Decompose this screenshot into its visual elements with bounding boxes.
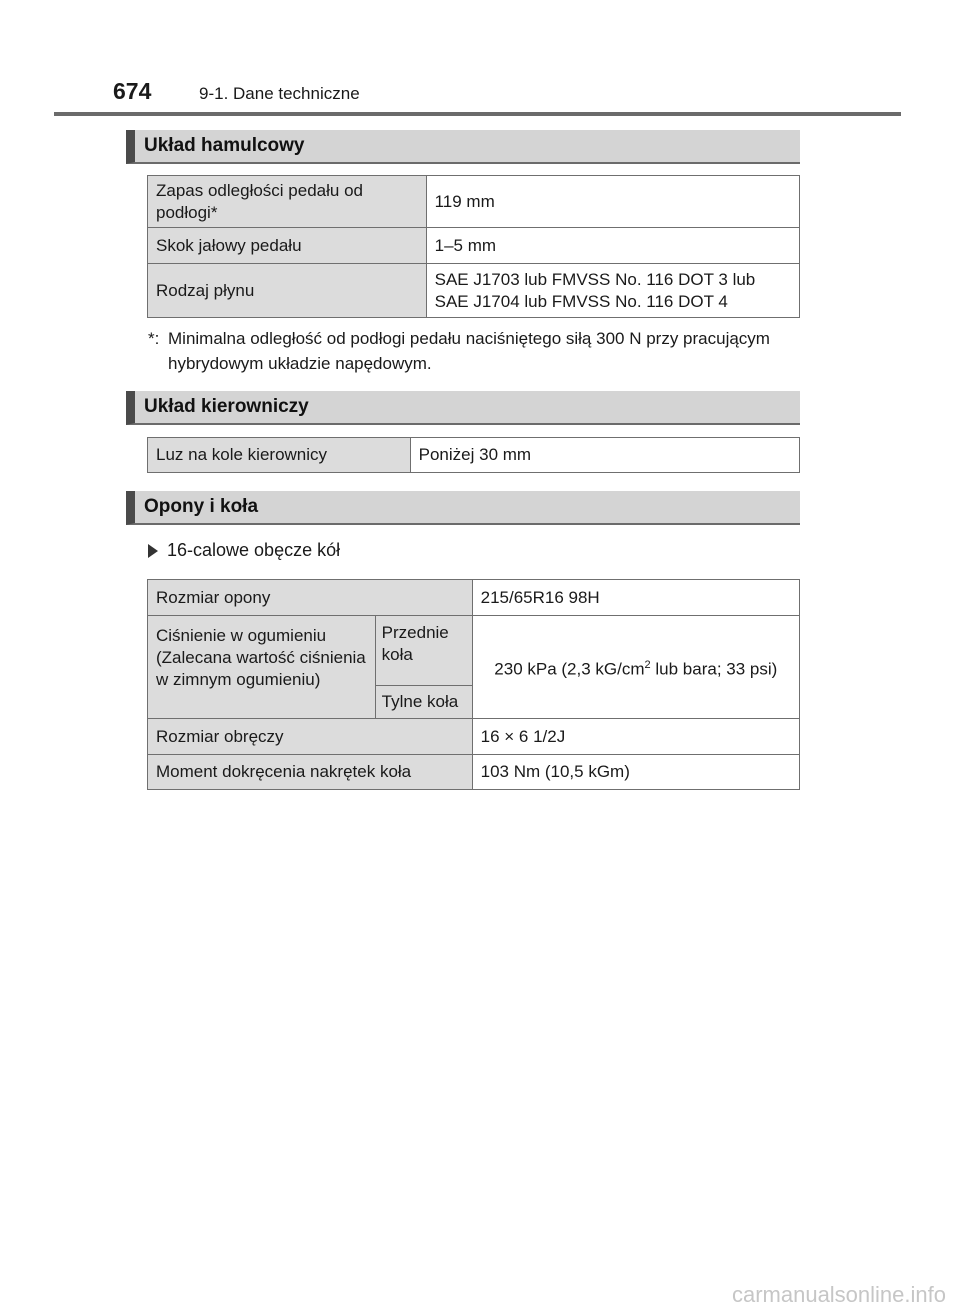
front-wheels-label: Przednie koła <box>375 616 472 686</box>
rim-size-value: 16 × 6 1/2J <box>472 719 799 755</box>
tire-size-label: Rozmiar opony <box>148 580 473 616</box>
wheel-size-bullet <box>148 540 340 561</box>
brake-pedal-freeplay-label: Skok jałowy pedału <box>148 228 427 264</box>
brake-fluid-line-2: SAE J1704 lub FMVSS No. 116 DOT 4 <box>434 291 728 311</box>
table-row <box>148 580 800 616</box>
brake-pedal-clearance-value: 119 mm <box>426 176 799 228</box>
table-row <box>148 176 800 228</box>
brake-pedal-freeplay-value: 1–5 mm <box>426 228 799 264</box>
brake-pedal-clearance-label: Zapas odległości pedału od podłogi* <box>148 176 427 228</box>
tire-pressure-value <box>472 616 799 719</box>
brake-fluid-type-value <box>426 264 799 318</box>
steering-play-value: Poniżej 30 mm <box>410 438 799 473</box>
wheel-nut-torque-label: Moment dokręcenia nakrętek koła <box>148 755 473 790</box>
brake-fluid-type-label: Rodzaj płynu <box>148 264 427 318</box>
wheel-size-label: 16-calowe obęcze kół <box>167 540 341 560</box>
triangle-bullet-icon <box>148 544 158 558</box>
table-row <box>148 616 800 686</box>
rear-wheels-label: Tylne koła <box>375 686 472 719</box>
page-header <box>0 0 960 116</box>
footnote-text: Minimalna odległość od podłogi pedału naciśniętego siłą 300 N przy pracującym hybrydowym układzie napędowym. <box>168 329 770 373</box>
section-heading-tires: Opony i koła <box>126 491 800 525</box>
header-divider <box>54 112 901 116</box>
tire-size-value: 215/65R16 98H <box>472 580 799 616</box>
footnote-marker: *: <box>148 329 160 348</box>
watermark: carmanualsonline.info <box>731 1282 946 1307</box>
page-number: 674 <box>113 78 152 104</box>
chapter-title: 9-1. Dane techniczne <box>199 84 360 103</box>
steering-table <box>147 437 800 473</box>
section-heading-steering: Układ kierowniczy <box>126 391 800 425</box>
brake-fluid-line-1: SAE J1703 lub FMVSS No. 116 DOT 3 lub <box>434 269 756 289</box>
table-row <box>148 755 800 790</box>
table-row <box>148 719 800 755</box>
section-heading-brakes: Układ hamulcowy <box>126 130 800 164</box>
wheel-nut-torque-value: 103 Nm (10,5 kGm) <box>472 755 799 790</box>
table-row <box>148 264 800 318</box>
tire-pressure-label: Ciśnienie w ogumieniu (Zalecana wartość ciśnienia w zimnym ogumieniu) <box>148 616 376 719</box>
tire-pressure-text: 230 kPa (2,3 kG/cm <box>494 659 645 679</box>
tire-pressure-text-end: lub bara; 33 psi) <box>650 659 778 679</box>
steering-play-label: Luz na kole kierownicy <box>148 438 411 473</box>
table-row <box>148 228 800 264</box>
rim-size-label: Rozmiar obręczy <box>148 719 473 755</box>
tires-table <box>147 579 800 790</box>
brakes-footnote <box>148 326 808 376</box>
table-row <box>148 438 800 473</box>
tire-pressure-superscript: 2 <box>644 658 651 671</box>
brakes-table <box>147 175 800 318</box>
